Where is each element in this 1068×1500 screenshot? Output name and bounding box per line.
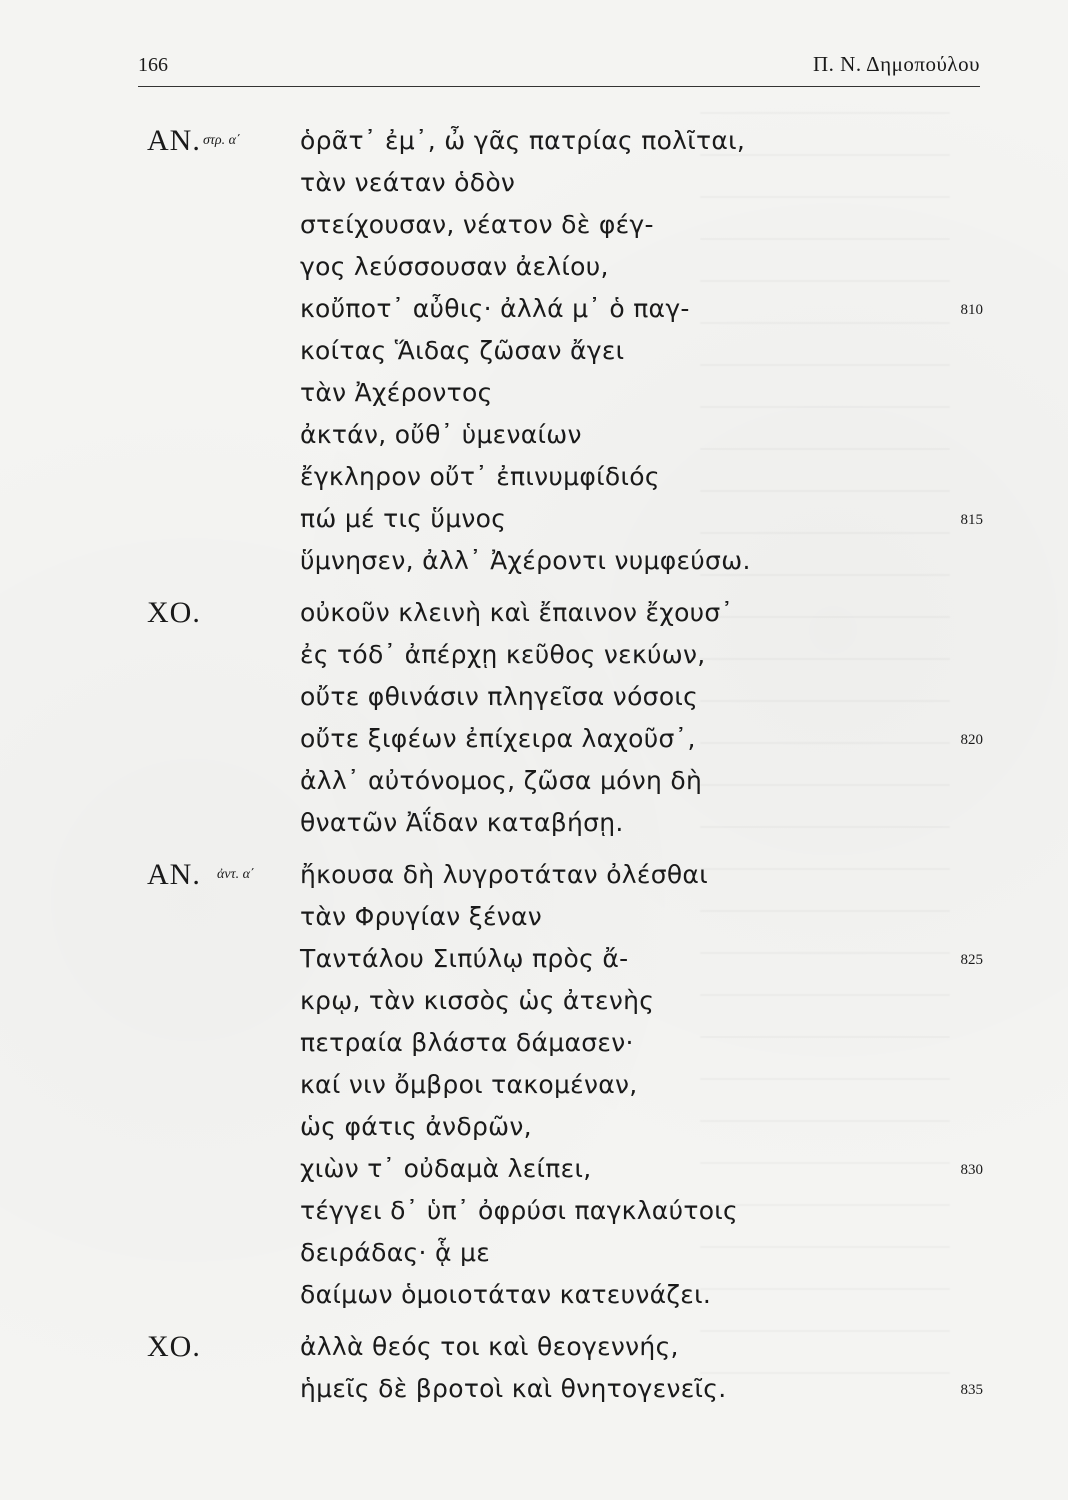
verse-line-20 [0,942,1068,984]
verse-text: ἀλλὰ θεός τοι καὶ θεογεννής, [300,1332,679,1361]
verse-text: ὕμνησεν, ἀλλ᾽ Ἀχέροντι νυμφεύσω. [300,546,751,575]
speaker-label: ΑΝ. [147,124,201,157]
verse-line-2 [0,166,1068,208]
verse-line-12 [0,596,1068,638]
line-number: 835 [960,1382,983,1398]
verse-line-13 [0,638,1068,680]
verse-text: Ταντάλου Σιπύλῳ πρὸς ἄ- [300,944,629,973]
verse-line-7 [0,376,1068,418]
line-number: 830 [960,1162,983,1178]
speaker-label: ΧΟ. [147,596,201,629]
section-label: ἀντ. α΄ [217,867,255,882]
section-label: στρ. α΄ [203,133,241,148]
verse-text: ἐς τόδ᾽ ἀπέρχῃ κεῦθος νεκύων, [300,640,706,669]
verse-line-25 [0,1152,1068,1194]
running-head: Π. Ν. Δημοπούλου [813,52,980,76]
line-number: 810 [960,302,983,318]
verse-line-29 [0,1330,1068,1372]
verse-line-8 [0,418,1068,460]
verse-text: ἀκτάν, οὔθ᾽ ὑμεναίων [300,420,582,449]
speaker-label: ΑΝ. [147,858,201,891]
verse-line-18 [0,858,1068,900]
verse-line-28 [0,1278,1068,1320]
verse-line-23 [0,1068,1068,1110]
verse-line-5 [0,292,1068,334]
verse-line-30 [0,1372,1068,1414]
verse-text: τὰν Ἀχέροντος [300,378,493,407]
verse-line-26 [0,1194,1068,1236]
verse-text: ἔγκληρον οὔτ᾽ ἐπινυμφίδιός [300,462,660,491]
verse-line-3 [0,208,1068,250]
verse-text: δαίμων ὁμοιοτάταν κατευνάζει. [300,1280,712,1309]
verse-text: πώ μέ τις ὕμνος [300,504,507,533]
verse-line-14 [0,680,1068,722]
page-header [138,46,980,87]
line-number: 815 [960,512,983,528]
line-number: 825 [960,952,983,968]
verse-line-6 [0,334,1068,376]
verse-line-16 [0,764,1068,806]
page-number: 166 [138,54,168,76]
verse-text: ὁρᾶτ᾽ ἐμ᾽, ὦ γᾶς πατρίας πολῖται, [300,126,746,155]
verse-text: ἡμεῖς δὲ βροτοὶ καὶ θνητογενεῖς. [300,1374,727,1403]
verse-text: στείχουσαν, νέατον δὲ φέγ- [300,210,654,239]
speaker-label: ΧΟ. [147,1330,201,1363]
verse-line-1 [0,124,1068,166]
verse-text: γος λεύσσουσαν ἀελίου, [300,252,609,281]
verse-text: τέγγει δ᾽ ὑπ᾽ ὀφρύσι παγκλαύτοις [300,1196,739,1225]
verse-text: ἀλλ᾽ αὐτόνομος, ζῶσα μόνη δὴ [300,766,703,795]
verse-text: δειράδας· ᾇ με [300,1238,491,1267]
verse-text: ὡς φάτις ἀνδρῶν, [300,1112,532,1141]
verse-text: καί νιν ὄμβροι τακομέναν, [300,1070,638,1099]
verse-line-10 [0,502,1068,544]
verse-text: οὔτε ξιφέων ἐπίχειρα λαχοῦσ᾽, [300,724,696,753]
verse-line-15 [0,722,1068,764]
verse-line-21 [0,984,1068,1026]
verse-line-27 [0,1236,1068,1278]
verse-text: κοὔποτ᾽ αὖθις· ἀλλά μ᾽ ὁ παγ- [300,294,690,323]
verse-text: τὰν νεάταν ὁδὸν [300,168,516,197]
verse-text: κρῳ, τὰν κισσὸς ὡς ἀτενὴς [300,986,655,1015]
verse-text: ἤκουσα δὴ λυγροτάταν ὀλέσθαι [300,860,708,889]
verse-text: οὐκοῦν κλεινὴ καὶ ἔπαινον ἔχουσ᾽ [300,598,734,627]
verse-line-9 [0,460,1068,502]
verse-line-11 [0,544,1068,586]
verse-text: τὰν Φρυγίαν ξέναν [300,902,543,931]
verse-text: κοίτας Ἅιδας ζῶσαν ἄγει [300,336,625,365]
verse-line-22 [0,1026,1068,1068]
line-number: 820 [960,732,983,748]
verse-line-17 [0,806,1068,848]
verse-text: οὔτε φθινάσιν πληγεῖσα νόσοις [300,682,699,711]
verse-text: χιὼν τ᾽ οὐδαμὰ λείπει, [300,1154,592,1183]
verse-line-19 [0,900,1068,942]
verse-line-24 [0,1110,1068,1152]
verse-line-4 [0,250,1068,292]
verse-text: θνατῶν Ἀΐδαν καταβήσῃ. [300,808,624,837]
verse-text: πετραία βλάστα δάμασεν· [300,1028,634,1057]
